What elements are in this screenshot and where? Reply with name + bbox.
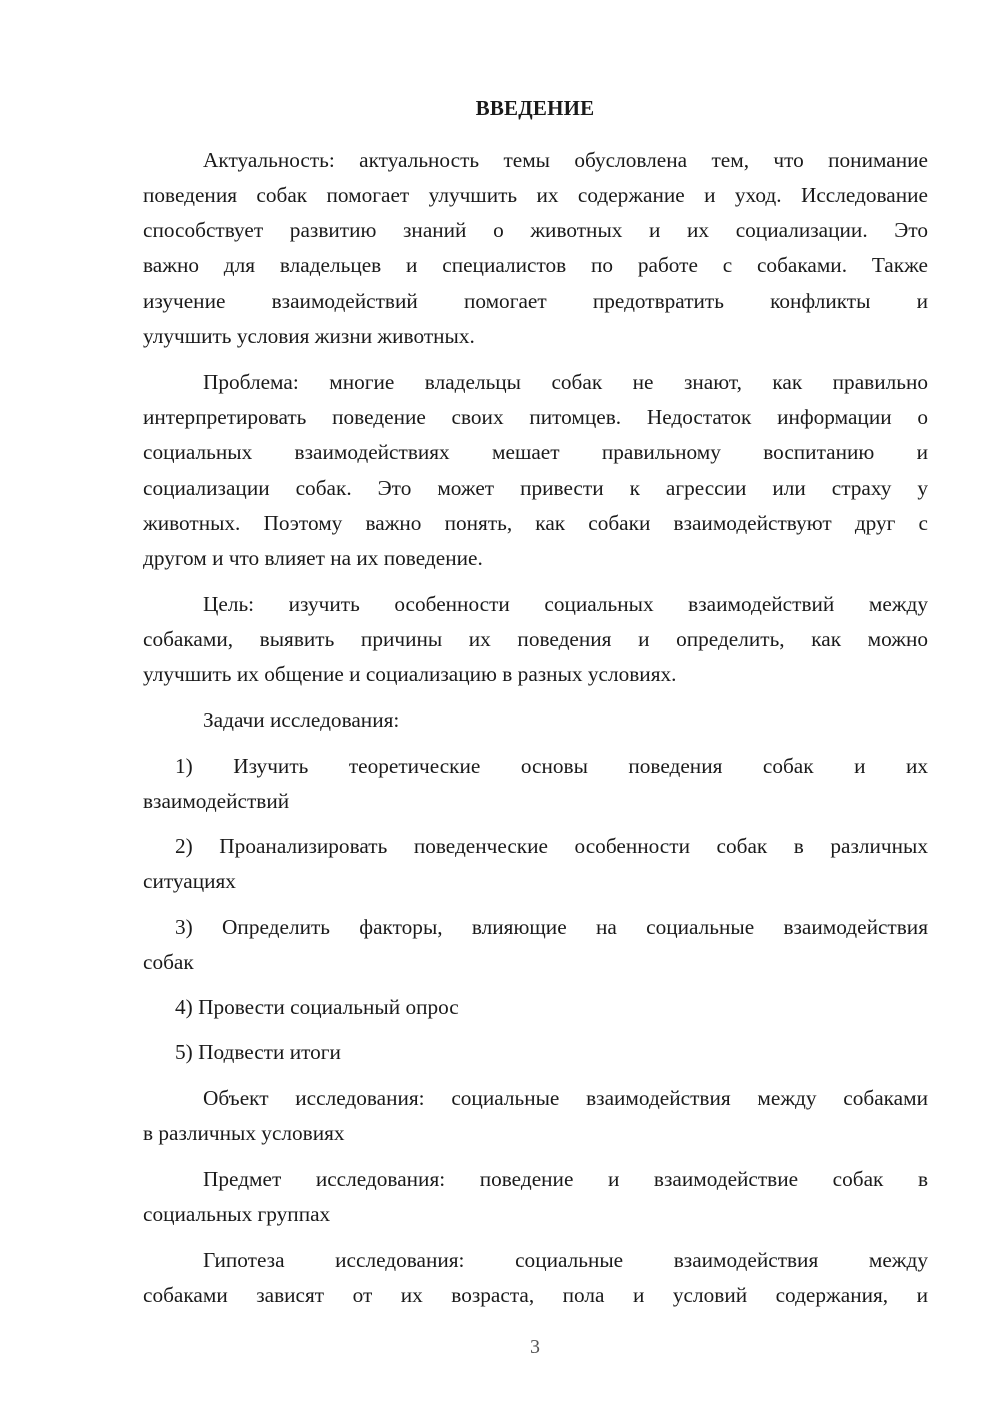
task-1-line-1: 1) Изучить теоретические основы поведения собак и их [175,754,928,778]
section-heading: ВВЕДЕНИЕ [475,96,595,120]
paragraph-relevance-line-3: способствует развитию знаний о животных и их социализации. Это [143,218,928,242]
tasks-title: Задачи исследования: [203,708,400,732]
paragraph-goal-line-1: Цель: изучить особенности социальных взаимодействий между [203,592,928,616]
task-2-line-2: ситуациях [143,869,236,893]
paragraph-relevance-line-6: улучшить условия жизни животных. [143,324,475,348]
paragraph-relevance-line-4: важно для владельцев и специалистов по работе с собаками. Также [143,253,928,277]
paragraph-hypothesis-line-1: Гипотеза исследования: социальные взаимодействия между [203,1248,928,1272]
paragraph-subject-line-2: социальных группах [143,1202,331,1226]
paragraph-problem-line-6: другом и что влияет на их поведение. [143,546,483,570]
page-number: 3 [530,1336,540,1358]
paragraph-subject-line-1: Предмет исследования: поведение и взаимодействие собак в [203,1167,928,1191]
task-2-line-1: 2) Проанализировать поведенческие особенности собак в различных [175,834,928,858]
paragraph-problem-line-4: социализации собак. Это может привести к агрессии или страху у [143,476,928,500]
paragraph-problem-line-2: интерпретировать поведение своих питомцев. Недостаток информации о [143,405,928,429]
paragraph-goal-line-3: улучшить их общение и социализацию в разных условиях. [143,662,677,686]
paragraph-relevance-line-5: изучение взаимодействий помогает предотвратить конфликты и [143,289,928,313]
task-3-line-2: собак [143,950,194,974]
paragraph-goal-line-2: собаками, выявить причины их поведения и определить, как можно [143,627,928,651]
paragraph-relevance-line-1: Актуальность: актуальность темы обусловлена тем, что понимание [203,148,928,172]
paragraph-problem-line-5: животных. Поэтому важно понять, как собаки взаимодействуют друг с [143,511,928,535]
paragraph-hypothesis-line-2: собаками зависят от их возраста, пола и условий содержания, и [143,1283,928,1307]
task-3-line-1: 3) Определить факторы, влияющие на социальные взаимодействия [175,915,928,939]
task-5: 5) Подвести итоги [175,1040,341,1064]
paragraph-object-line-2: в различных условиях [143,1121,345,1145]
paragraph-problem-line-1: Проблема: многие владельцы собак не знают, как правильно [203,370,928,394]
paragraph-relevance-line-2: поведения собак помогает улучшить их содержание и уход. Исследование [143,183,928,207]
task-4: 4) Провести социальный опрос [175,995,459,1019]
paragraph-problem-line-3: социальных взаимодействиях мешает правильному воспитанию и [143,440,928,464]
task-1-line-2: взаимодействий [143,789,290,813]
paragraph-object-line-1: Объект исследования: социальные взаимодействия между собаками [203,1086,928,1110]
